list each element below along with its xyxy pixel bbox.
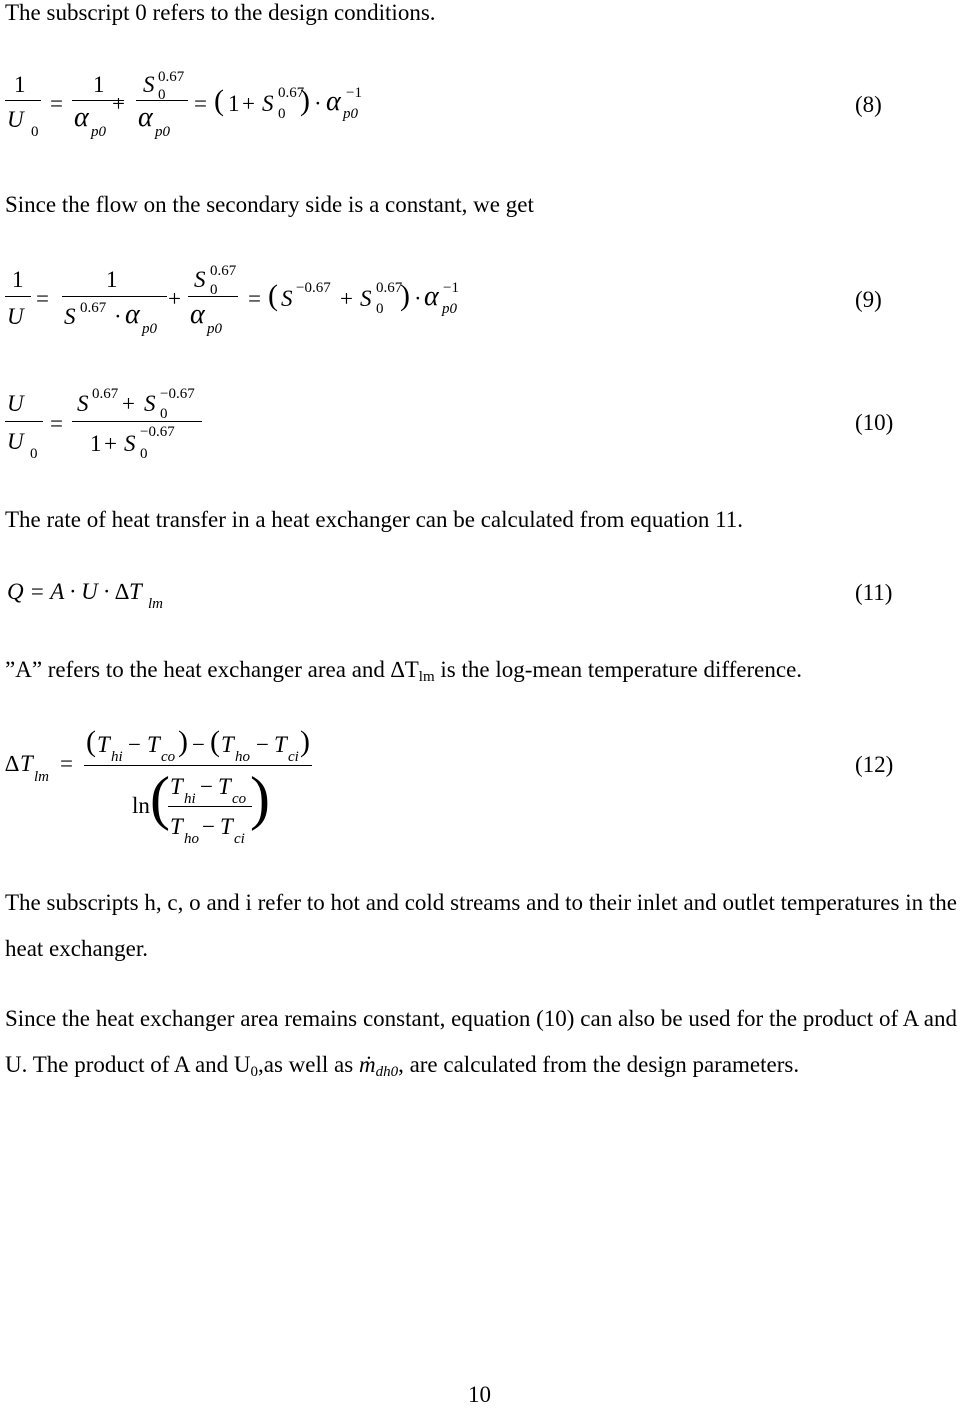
eq10-equals: = [50,411,63,436]
eq8-equals-1: = [50,91,63,116]
eq8-fraction-bar-1 [5,100,41,101]
eq8-num-2: 1 [93,72,105,97]
equation-number-11: (11) [855,580,893,605]
eq8-fraction-bar-3 [136,100,188,101]
eq10-U-den: U [7,429,24,454]
eq8-alpha-3: α [326,86,341,117]
eq9-S0-sub: 0 [210,282,218,298]
eq8-S0-sup: 0.67 [158,69,185,85]
eq12-num-Tci-sub: ci [288,749,299,765]
para6-part-b: ,as well as [258,1052,359,1077]
text-line-1: The subscript 0 refers to the design conditions. [5,0,436,25]
eq12-num-Tci: T [274,732,287,757]
eq12-num-minus-2: − [192,732,205,757]
equation-number-9: (9) [855,287,882,312]
eq9-S-inner-2-sup: 0.67 [376,280,403,296]
eq12-fraction-bar-main [84,765,312,766]
eq10-plus-num: + [122,391,135,416]
eq12-den-Tco-sub: co [232,791,247,807]
eq10-one-den: 1 [90,431,102,456]
eq10-S-den-sub: 0 [140,446,148,462]
eq8-S-inner-sup: 0.67 [278,85,305,101]
eq10-S-num-1: S [77,391,89,416]
paragraph-heat-exchanger-area [5,996,957,1095]
eq12-den-Tci-sub: ci [234,831,245,847]
eq9-alpha-3-sup: −1 [443,280,459,296]
eq9-fraction-bar-2 [62,296,167,297]
eq9-alpha-3-sub: p0 [442,301,457,317]
eq8-S-inner: S [262,91,274,116]
eq12-num-Thi: T [97,732,110,757]
para6-mdot: ṁ [358,1052,376,1077]
eq12-delta: ∆ [5,751,20,776]
para6-sub0: 0 [250,1064,259,1080]
eq12-den-Tci: T [220,814,233,839]
eq9-plus-2: + [340,286,353,311]
eq8-S0: S [143,72,155,97]
eq8-S-inner-sub: 0 [278,106,286,122]
equation-number-12: (12) [855,752,894,777]
eq8-U: U [7,107,24,132]
eq11-lm-sub: lm [148,596,163,612]
eq9-alpha-1: α [125,299,140,330]
eq9-S-den: S [64,304,76,329]
eq9-S-inner-2: S [360,286,372,311]
text-line-2: Since the flow on the secondary side is a constant, we get [5,192,534,217]
eq12-num-minus-1: − [128,732,141,757]
eq8-alpha-3-sup: −1 [346,85,362,101]
eq12-num-Tho: T [221,732,234,757]
eq12-num-minus-3: − [256,732,269,757]
eq9-fraction-bar-3 [188,296,238,297]
line4-part-a: ”A” refers to the heat exchanger area and ∆T [5,657,419,682]
eq12-T-lhs: T [20,751,33,776]
eq10-plus-den: + [104,431,117,456]
eq10-U-num: U [7,391,24,416]
eq8-alpha-2-sub: p0 [155,124,170,140]
eq10-fraction-bar-2 [72,421,202,422]
eq8-alpha-2: α [138,102,153,133]
eq12-num-Tho-sub: ho [235,749,250,765]
eq10-U-den-sub: 0 [30,446,38,462]
eq12-num-rpar-1: ) [178,725,188,758]
eq10-fraction-bar-1 [5,421,43,422]
eq9-S0-sup: 0.67 [210,263,237,279]
eq11-expression: Q = A · U · ∆T [7,579,142,604]
eq9-num-1: 1 [12,267,24,292]
paragraph-subscripts: The subscripts h, c, o and i refer to hot and cold streams and to their inlet and outlet temperatures in the heat exchanger. [5,890,957,961]
eq12-den-Tho: T [170,814,183,839]
eq8-one-inner: 1 [228,91,240,116]
eq8-rpar: ) [300,84,310,117]
eq9-S-den-sup: 0.67 [80,300,107,316]
text-line-3: The rate of heat transfer in a heat exchanger can be calculated from equation 11. [5,507,743,532]
para6-part-a: Since the heat exchanger area remains constant, equation (10) can also be used for the product of A and U. The product of A and U [5,1006,957,1077]
equation-number-8: (8) [855,92,882,117]
equation-number-10: (10) [855,410,894,435]
eq9-equals-2: = [248,286,261,311]
eq12-den-Tco: T [218,774,231,799]
eq12-den-Thi: T [170,774,183,799]
eq9-S0: S [194,267,206,292]
eq9-dot-den: · [114,304,122,329]
eq10-S-num-2: S [144,391,156,416]
eq10-S-den: S [124,431,136,456]
eq9-alpha-2: α [190,299,205,330]
line4-part-b: is the log-mean temperature difference. [434,657,803,682]
eq12-equals: = [60,751,73,776]
eq12-num-lpar-2: ( [210,725,220,758]
eq12-den-minus-1: − [200,774,213,799]
eq12-ln-rpar: ) [250,765,270,831]
eq10-S-den-sup: −0.67 [140,424,175,440]
eq12-ln-lpar: ( [150,765,170,831]
eq9-alpha-3: α [424,281,439,312]
eq9-U: U [7,304,24,329]
eq9-S-inner-1-sup: −0.67 [296,280,331,296]
text-line-4 [5,657,802,686]
eq9-S-inner-1: S [281,286,293,311]
eq8-alpha-3-sub: p0 [343,106,358,122]
eq12-den-minus-2: − [202,814,215,839]
eq8-lpar: ( [214,84,224,117]
eq8-dot: · [314,91,322,116]
eq8-alpha-1: α [74,102,89,133]
eq12-num-Thi-sub: hi [111,749,123,765]
eq9-num-2: 1 [106,267,118,292]
eq8-plus: + [112,91,125,116]
eq9-dot: · [414,286,422,311]
para6-part-c: , are calculated from the design parameters. [398,1052,800,1077]
eq8-U-sub: 0 [31,124,39,140]
eq8-num-1: 1 [14,72,26,97]
eq12-den-Tho-sub: ho [184,831,199,847]
eq9-rpar: ) [400,279,410,312]
eq9-plus-1: + [168,286,181,311]
eq12-num-lpar-1: ( [86,725,96,758]
eq9-fraction-bar-1 [5,296,31,297]
eq8-plus-inner: + [242,91,255,116]
eq12-num-rpar-2: ) [300,725,310,758]
eq9-alpha-2-sub: p0 [207,321,222,337]
eq8-alpha-1-sub: p0 [91,124,106,140]
para6-mdot-sub: dh0 [375,1064,399,1080]
eq9-S-inner-2-sub: 0 [376,301,384,317]
eq9-lpar: ( [268,279,278,312]
page-number: 10 [468,1382,491,1407]
line4-sub: lm [418,669,435,685]
eq12-fraction-bar-inner [168,806,252,807]
eq9-alpha-1-sub: p0 [142,321,157,337]
eq12-num-Tco: T [147,732,160,757]
eq9-equals-1: = [36,286,49,311]
eq12-den-Thi-sub: hi [184,791,196,807]
eq10-S-num-2-sub: 0 [160,406,168,422]
eq10-S-num-1-sup: 0.67 [92,386,119,402]
eq10-S-num-2-sup: −0.67 [160,386,195,402]
eq12-num-Tco-sub: co [161,749,176,765]
eq12-T-lhs-sub: lm [34,769,49,785]
eq8-S0-sub: 0 [158,87,166,103]
eq8-equals-2: = [194,91,207,116]
eq12-ln: ln [132,793,150,818]
